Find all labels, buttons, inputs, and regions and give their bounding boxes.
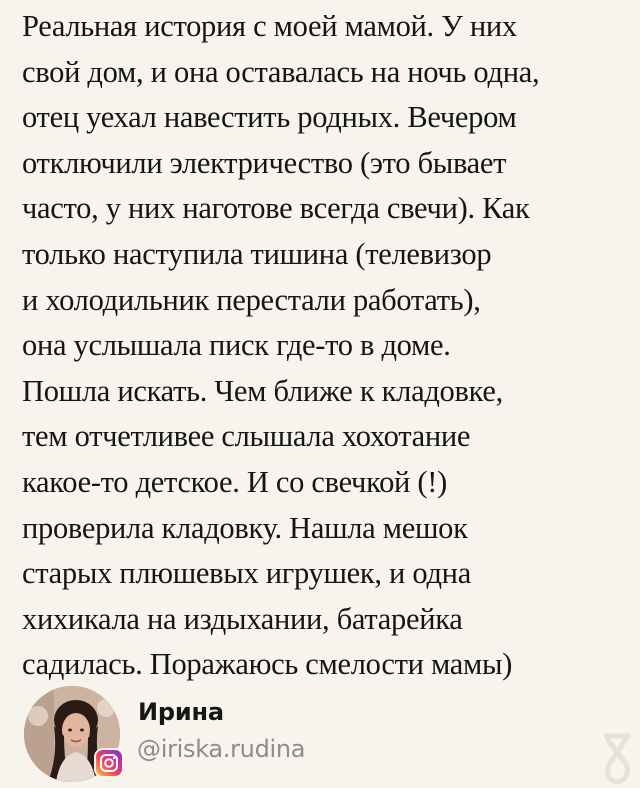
post-line: часто, у них наготове всегда свечи). Как: [22, 191, 530, 226]
post-line: садилась. Поражаюсь смелости мамы): [22, 647, 513, 682]
author-handle[interactable]: @iriska.rudina: [137, 735, 306, 763]
instagram-icon[interactable]: [94, 748, 124, 778]
post-line: Пошла искать. Чем ближе к кладовке,: [22, 373, 503, 408]
post-line: свой дом, и она оставалась на ночь одна,: [22, 54, 540, 89]
post-line: отец уехал навестить родных. Вечером: [22, 100, 517, 135]
post-line: старых плюшевых игрушек, и одна: [22, 556, 471, 591]
post-line: она услышала писк где-то в доме.: [22, 328, 451, 363]
author-block[interactable]: [24, 686, 624, 782]
post-line: и холодильник перестали работать),: [22, 282, 481, 317]
watermark-logo-icon: [600, 730, 634, 788]
post-line: какое-то детское. И со свечкой (!): [22, 464, 447, 499]
post-line: отключили электричество (это бывает: [22, 145, 507, 180]
post-line: тем отчетливее слышала хохотание: [22, 419, 471, 454]
post-line: только наступила тишина (телевизор: [22, 236, 492, 271]
post-line: проверила кладовку. Нашла мешок: [22, 510, 468, 545]
post-line: Реальная история с моей мамой. У них: [22, 9, 517, 43]
author-name[interactable]: Ирина: [138, 698, 224, 726]
post-line: хихикала на издыхании, батарейка: [22, 601, 463, 636]
post-text: [22, 4, 638, 688]
